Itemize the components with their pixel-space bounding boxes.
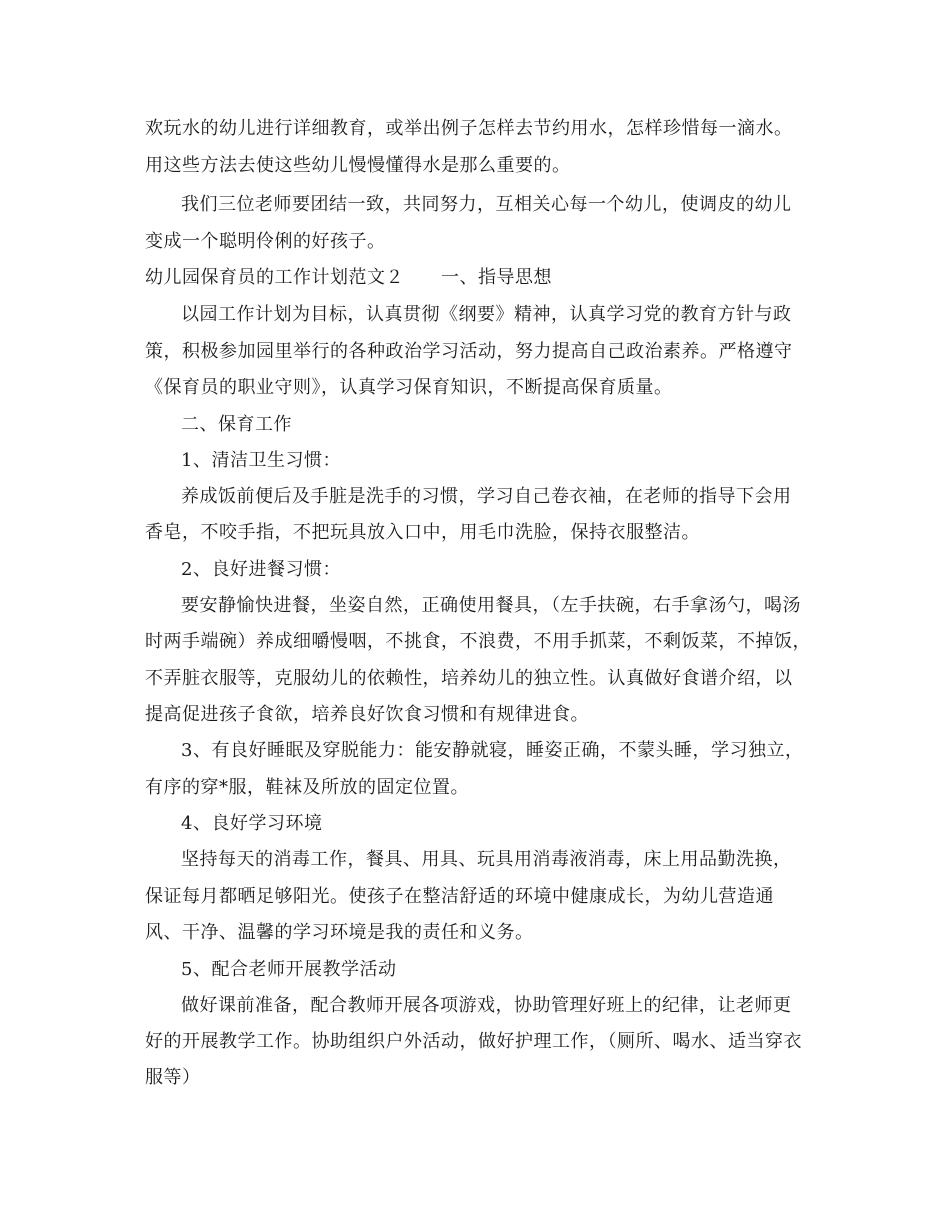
text-line: 服等）: [145, 1067, 201, 1088]
section-heading: 幼儿园保育员的工作计划范文２ 一、指导思想: [145, 267, 552, 288]
paragraph-start: 坚持每天的消毒工作，餐具、用具、玩具用消毒液消毒，床上用品勤洗换，: [181, 849, 792, 870]
text-line: 提高促进孩子食欲，培养良好饮食习惯和有规律进食。: [145, 704, 589, 725]
section-heading: 二、保育工作: [181, 414, 292, 435]
text-line: 保证每月都晒足够阳光。使孩子在整洁舒适的环境中健康成长，为幼儿营造通: [145, 886, 774, 907]
text-line: 有序的穿*服，鞋袜及所放的固定位置。: [145, 777, 469, 798]
paragraph-start: 要安静愉快进餐，坐姿自然，正确使用餐具，（左手扶碗，右手拿汤勺，喝汤: [181, 595, 801, 616]
text-line: 策，积极参加园里举行的各种政治学习活动，努力提高自己政治素养。严格遵守: [145, 341, 793, 362]
item-heading: 4、良好学习环境: [181, 813, 323, 834]
text-line: 风、干净、温馨的学习环境是我的责任和义务。: [145, 922, 534, 943]
text-line: 欢玩水的幼儿进行详细教育，或举出例子怎样去节约用水，怎样珍惜每一滴水。: [145, 118, 793, 139]
item-heading: 5、配合老师开展教学活动: [181, 959, 397, 980]
paragraph-start: 养成饭前便后及手脏是洗手的习惯，学习自己卷衣袖，在老师的指导下会用: [181, 486, 792, 507]
text-line: 变成一个聪明伶俐的好孩子。: [145, 231, 386, 252]
text-line: 时两手端碗）养成细嚼慢咽，不挑食，不浪费，不用手抓菜，不剩饭菜，不掉饭，: [145, 631, 811, 652]
item-heading: 1、清洁卫生习惯：: [181, 450, 341, 471]
item-heading: 3、有良好睡眠及穿脱能力：能安静就寝，睡姿正确，不蒙头睡，学习独立，: [181, 740, 804, 761]
text-line: 《保育员的职业守则》，认真学习保育知识，不断提高保育质量。: [145, 377, 673, 398]
paragraph-start: 以园工作计划为目标，认真贯彻《纲要》精神，认真学习党的教育方针与政: [181, 304, 792, 325]
item-heading: 2、良好进餐习惯：: [181, 559, 341, 580]
text-line: 用这些方法去使这些幼儿慢慢懂得水是那么重要的。: [145, 155, 571, 176]
text-line: 好的开展教学工作。协助组织户外活动，做好护理工作，（厕所、喝水、适当穿衣: [145, 1031, 802, 1052]
text-line: 不弄脏衣服等，克服幼儿的依赖性，培养幼儿的独立性。认真做好食谱介绍，以: [145, 668, 793, 689]
paragraph-start: 做好课前准备，配合教师开展各项游戏，协助管理好班上的纪律，让老师更: [181, 995, 792, 1016]
paragraph-start: 我们三位老师要团结一致，共同努力，互相关心每一个幼儿，使调皮的幼儿: [181, 194, 792, 215]
text-line: 香皂，不咬手指，不把玩具放入口中，用毛巾洗脸，保持衣服整洁。: [145, 522, 700, 543]
